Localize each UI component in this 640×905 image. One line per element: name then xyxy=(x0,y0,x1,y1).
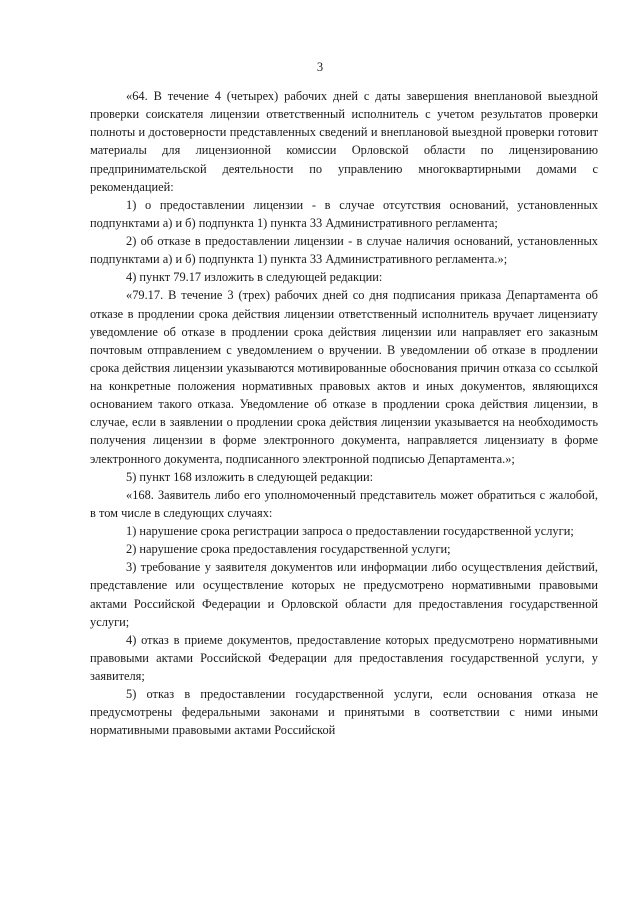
document-body xyxy=(90,87,598,740)
paragraph: 5) пункт 168 изложить в следующей редакции: xyxy=(126,469,374,484)
paragraph: 5) отказ в предоставлении государственной услуги, если основания отказа не предусмотрены федеральными законами и принятыми в соответствии с ними иными нормативными правовыми актами Российской xyxy=(90,687,598,738)
paragraph: 4) пункт 79.17 изложить в следующей редакции: xyxy=(126,270,383,285)
paragraph: 2) нарушение срока предоставления государственной услуги; xyxy=(126,542,451,557)
paragraph: 4) отказ в приеме документов, предоставление которых предусмотрено нормативными правовыми актами Российской Федерации для предоставления государственной услуги, у заявителя; xyxy=(90,632,598,683)
paragraph: 1) нарушение срока регистрации запроса о предоставлении государственной услуги; xyxy=(126,524,574,538)
paragraph: 3) требование у заявителя документов или информации либо осуществления действий, представление или осуществление которых не предусмотрено нормативными правовыми актами Российской Федерации и Орловской области для предоставления государственной услуги; xyxy=(90,560,598,629)
paragraph: 1) о предоставлении лицензии - в случае отсутствия оснований, установленных подпунктами а) и б) подпункта 1) пункта 33 Административного регламента; xyxy=(90,197,598,230)
paragraph: «79.17. В течение 3 (трех) рабочих дней со дня подписания приказа Департамента об отказе в продлении срока действия лицензии ответственный исполнитель вручает лицензиату уведомление об отказе в продлении срока действия лицензии или направляет его заказным почтовым отправлением с уведомлением о вручении. В уведомлении об отказе в продлении срока действия лицензии указываются мотивированные обоснования причин отказа со ссылкой на конкретные положения нормативных правовых актов и иных документов, являющихся основанием такого отказа. Уведомление об отказе в продлении срока действия лицензии, в случае, если в заявлении о продлении срока действия лицензии указывается на необходимость получения лицензии в форме электронного документа, направляется лицензиату в форме электронного документа, подписанного электронной подписью Департамента.»; xyxy=(90,288,598,466)
paragraph: «64. В течение 4 (четырех) рабочих дней с даты завершения внеплановой выездной проверки соискателя лицензии ответственный исполнитель с учетом результатов проверки полноты и достоверности представленных сведений и внеплановой выездной проверки готовит материалы для лицензионной комиссии Орловской области по лицензированию предпринимательской деятельности по управлению многоквартирными домами с рекомендацией: xyxy=(90,89,598,194)
page-number: 3 xyxy=(316,60,324,74)
paragraph: «168. Заявитель либо его уполномоченный представитель может обратиться с жалобой, в том числе в следующих случаях: xyxy=(90,487,598,520)
paragraph: 2) об отказе в предоставлении лицензии - в случае наличия оснований, установленных подпунктами а) и б) подпункта 1) пункта 33 Административного регламента.»; xyxy=(90,234,598,267)
